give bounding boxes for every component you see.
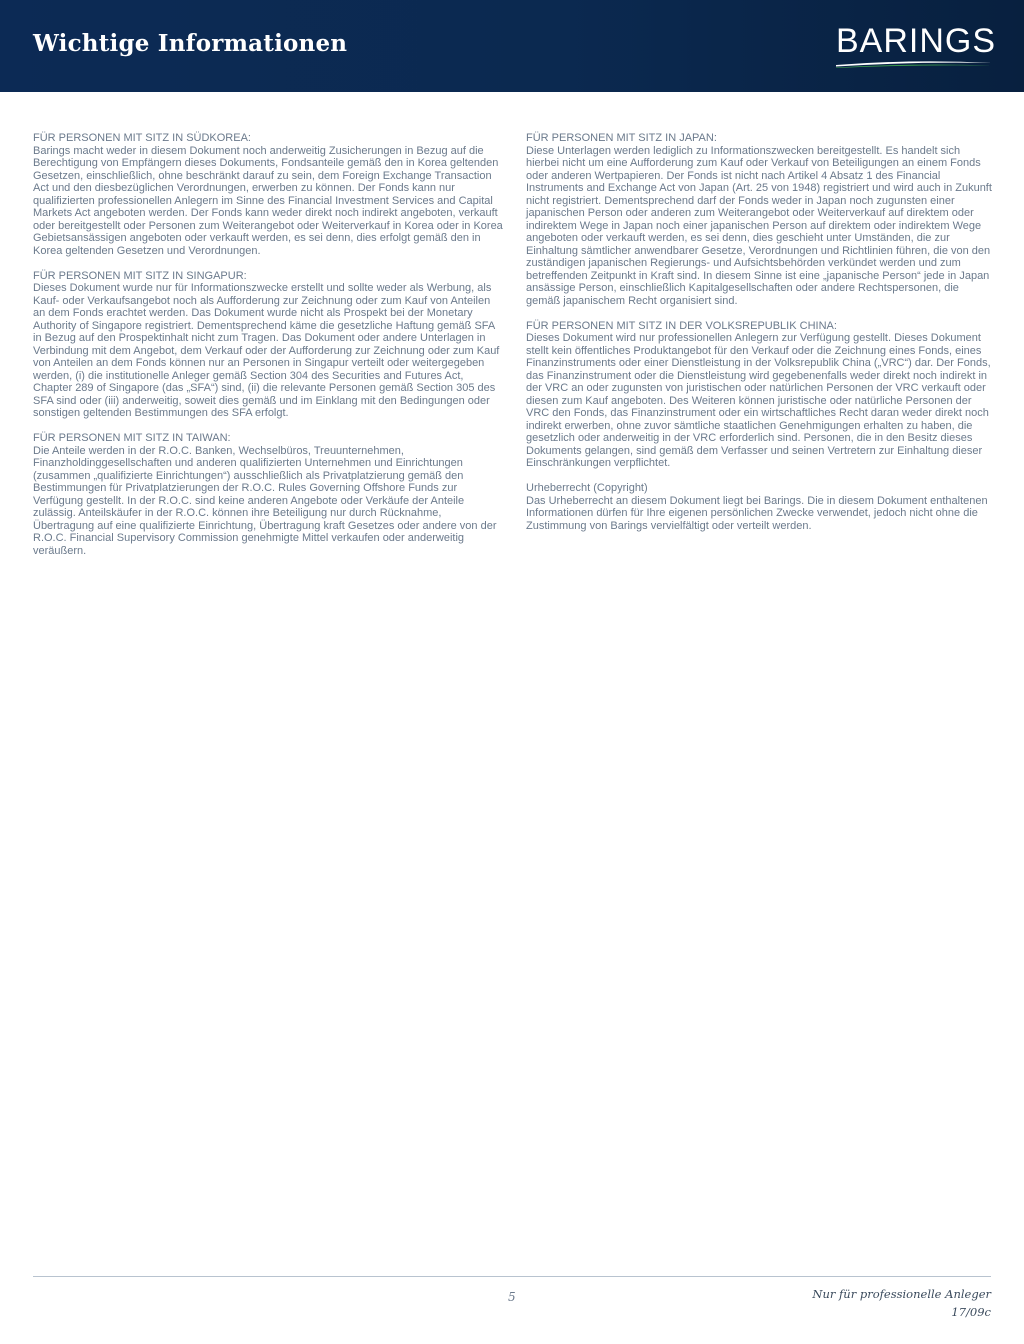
section-heading: FÜR PERSONEN MIT SITZ IN SÜDKOREA: [33,132,251,144]
section-copyright [526,482,996,532]
right-column [526,132,996,545]
section-south-korea [33,132,503,257]
section-singapore [33,270,503,420]
section-heading: Urheberrecht (Copyright) [526,482,648,494]
barings-logo [836,22,997,70]
logo-swoosh-icon [836,60,992,68]
section-body: Dieses Dokument wird nur professionellen Anlegern zur Verfügung gestellt. Dieses Dokument stellt kein öffentliches Produktangebot für den Verkauf oder die Zeichnung eines Fonds, eines Finanzinstruments oder einer Dienstleistung in der Volksrepublik China („VRC“) dar. Der Fonds, das Finanzinstrument oder die Dienstleistung wird gegebenenfalls weder direkt noch indirekt in der VRC an oder zugunsten von juristischen oder natürlichen Personen der VRC verkauft oder diesen zum Kauf angeboten. Des Weiteren können juristische oder natürliche Personen der VRC den Fonds, das Finanzinstrument oder ein wirtschaftliches Recht daran weder direkt noch indirekt erwerben, ohne zuvor sämtliche staatlichen Genehmigungen erhalten zu haben, die gesetzlich oder anderweitig in der VRC erforderlich sind. Personen, die in den Besitz dieses Dokuments gelangen, sind gemäß dem Verfasser und seinen Vertretern zur Einhaltung dieser Einschränkungen verpflichtet. [526,332,991,469]
section-body: Dieses Dokument wurde nur für Informationszwecke erstellt und sollte weder als Werbung, als Kauf- oder Verkaufsangebot noch als Aufforderung zur Zeichnung oder zum Kauf von Anteilen an dem Fonds erachtet werden. Das Dokument wurde nicht als Prospekt bei der Monetary Authority of Singapore registriert. Dementsprechend käme die gesetzliche Haftung gemäß SFA in Bezug auf den Prospektinhalt nicht zum Tragen. Das Dokument oder andere Unterlagen in Verbindung mit dem Angebot, dem Verkauf oder der Aufforderung zur Zeichnung oder zum Kauf von Anteilen an dem Fonds können nur an Personen in Singapur verteilt oder weitergegeben werden, (i) die institutionelle Anleger gemäß Section 304 des Securities and Futures Act, Chapter 289 of Singapore (das „SFA“) sind, (ii) die relevante Personen gemäß Section 305 des SFA sind oder (iii) anderweitig, soweit dies gemäß und im Einklang mit den Bedingungen oder sonstigen geltenden Bestimmungen des SFA erfolgt. [33,282,500,419]
section-taiwan [33,432,503,557]
section-heading: FÜR PERSONEN MIT SITZ IN TAIWAN: [33,432,231,444]
section-china [526,320,996,470]
section-body: Diese Unterlagen werden lediglich zu Informationszwecken bereitgestellt. Es handelt sich hierbei nicht um eine Aufforderung zum Kauf oder Verkauf von Beteiligungen an einem Fonds oder anderen Wertpapieren. Der Fonds ist nicht nach Artikel 4 Absatz 1 des Financial Instruments and Exchange Act von Japan (Art. 25 von 1948) registriert und wird auch in Zukunft nicht registriert. Dementsprechend darf der Fonds weder in Japan noch zugunsten einer japanischen Person oder anderen zum Weiterangebot oder Weiterverkauf auf direktem oder indirektem Wege in Japan noch einer japanischen Person auf direktem oder indirektem Wege angeboten oder verkauft werden, es sei denn, dies geschieht unter Umständen, die zur Einhaltung sämtlicher anwendbarer Gesetze, Verordnungen und Richtlinien führen, die von den zuständigen japanischen Regierungs- und Aufsichtsbehörden verkündet werden und zum betreffenden Zeitpunkt in Kraft sind. In diesem Sinne ist eine „japanische Person“ jede in Japan ansässige Person, einschließlich Kapitalgesellschaften oder andere Rechtspersonen, die gemäß japanischem Recht organisiert sind. [526,144,992,307]
document-code: 17/09c [951,1305,991,1319]
page-header [0,0,1024,92]
audience-note: Nur für professionelle Anleger [812,1287,991,1301]
page-number: 5 [508,1290,516,1304]
section-heading: FÜR PERSONEN MIT SITZ IN JAPAN: [526,132,717,144]
section-body: Barings macht weder in diesem Dokument noch anderweitig Zusicherungen in Bezug auf die Berechtigung von Empfängern dieses Dokuments, Fondsanteile gemäß den in Korea geltenden Gesetzen, einschließlich, ohne beschränkt darauf zu sein, dem Foreign Exchange Transaction Act und den diesbezüglichen Verordnungen, erwerben zu können. Der Fonds kann nur qualifizierten professionellen Anlegern im Sinne des Financial Investment Services and Capital Markets Act angeboten werden. Der Fonds kann weder direkt noch indirekt angeboten, verkauft oder bereitgestellt oder Personen zum Weiterangebot oder Weiterverkauf in Korea oder in Korea Gebietsansässigen angeboten oder verkauft werden, es sei denn, dies erfolgt gemäß den in Korea geltenden Gesetzen und Verordnungen. [33,144,503,257]
section-body: Die Anteile werden in der R.O.C. Banken, Wechselbüros, Treuunternehmen, Finanzholdinggesellschaften und anderen qualifizierten Unternehmen und Einrichtungen (zusammen „qualifizierte Einrichtungen“) ausschließlich als Privatplatzierung gemäß den Bestimmungen für Privatplatzierungen der R.O.C. Rules Governing Offshore Funds zur Verfügung gestellt. In der R.O.C. sind keine anderen Angebote oder Verkäufe der Anteile zulässig. Anteilskäufer in der R.O.C. können ihre Beteiligung nur durch Rücknahme, Übertragung auf eine qualifizierte Einrichtung, Übertragung kraft Gesetzes oder andere von der R.O.C. Financial Supervisory Commission genehmigte Mittel verkaufen oder anderweitig veräußern. [33,444,497,557]
section-heading: FÜR PERSONEN MIT SITZ IN DER VOLKSREPUBLIK CHINA: [526,319,837,332]
section-body: Das Urheberrecht an diesem Dokument liegt bei Barings. Die in diesem Dokument enthaltenen Informationen dürfen für Ihre eigenen persönlichen Zwecke verwendet, jedoch nicht ohne die Zustimmung von Barings vervielfältigt oder verteilt werden. [526,494,988,532]
logo-wordmark: BARINGS [836,22,997,60]
footer-note [812,1285,991,1321]
footer-divider [33,1276,991,1277]
page-title: Wichtige Informationen [33,30,348,57]
section-japan [526,132,996,307]
left-column [33,132,503,570]
section-heading: FÜR PERSONEN MIT SITZ IN SINGAPUR: [33,269,247,282]
